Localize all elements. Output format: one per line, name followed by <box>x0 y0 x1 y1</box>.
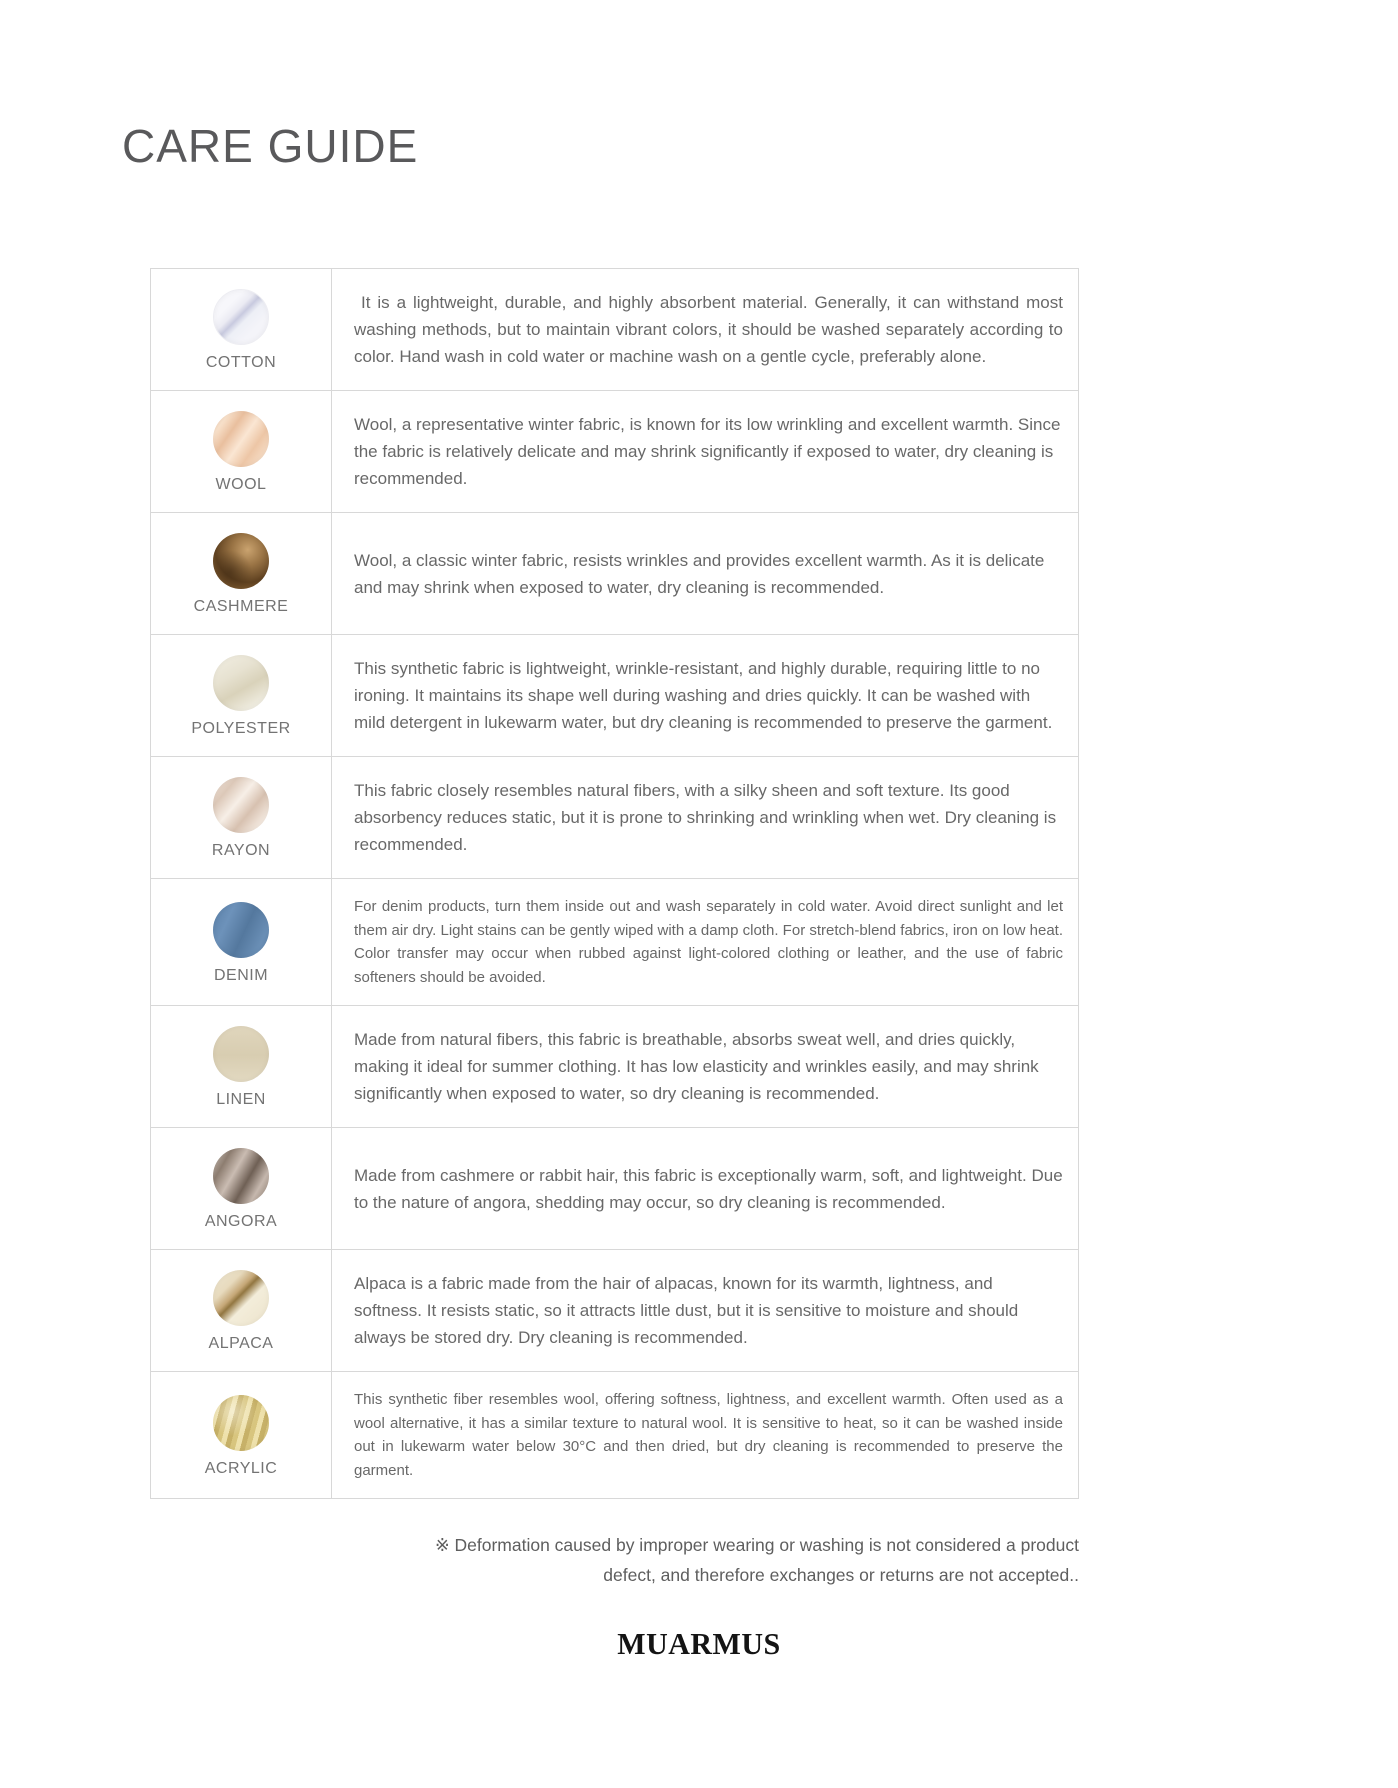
fabric-description: This synthetic fiber resembles wool, offering softness, lightness, and excellent warmth. Often used as a wool alternative, it has a similar texture to natural wool. It is sensitive to heat, so it can be washed inside out in lukewarm water below 30°C and then dried, but dry cleaning is recommended to preserve the garment. <box>354 1391 1063 1479</box>
fabric-name: LINEN <box>216 1091 266 1108</box>
fabric-cell <box>151 1006 332 1127</box>
denim-fabric-swatch <box>213 902 269 958</box>
fabric-cell <box>151 635 332 756</box>
cashmere-fabric-swatch <box>213 533 269 589</box>
care-guide-table <box>150 268 1079 1499</box>
description-cell <box>332 879 1078 1005</box>
description-cell <box>332 513 1078 634</box>
fabric-cell <box>151 1250 332 1371</box>
alpaca-fabric-swatch <box>213 1270 269 1326</box>
description-cell <box>332 269 1078 390</box>
fabric-cell <box>151 1372 332 1498</box>
description-cell <box>332 391 1078 512</box>
table-row <box>151 269 1078 391</box>
table-row <box>151 1372 1078 1498</box>
disclaimer-line-1: ※ Deformation caused by improper wearing or washing is not considered a product <box>434 1535 1079 1555</box>
fabric-name: WOOL <box>215 476 267 493</box>
description-cell <box>332 1006 1078 1127</box>
fabric-description: Wool, a representative winter fabric, is known for its low wrinkling and excellent warmth. Since the fabric is relatively delicate and may shrink significantly if exposed to water, dry cleaning is recommended. <box>354 415 1061 488</box>
linen-fabric-swatch <box>213 1026 269 1082</box>
fabric-description: This synthetic fabric is lightweight, wrinkle-resistant, and highly durable, requiring little to no ironing. It maintains its shape well during washing and dries quickly. It can be washed with mild detergent in lukewarm water, but dry cleaning is recommended to preserve the garment. <box>354 659 1053 732</box>
fabric-cell <box>151 1128 332 1249</box>
fabric-description: This fabric closely resembles natural fibers, with a silky sheen and soft texture. Its good absorbency reduces static, but it is prone to shrinking and wrinkling when wet. Dry cleaning is recommended. <box>354 781 1057 854</box>
brand-logo: MUARMUS <box>617 1627 781 1662</box>
fabric-name: ACRYLIC <box>204 1459 278 1477</box>
table-row <box>151 1128 1078 1250</box>
fabric-name: RAYON <box>211 842 271 859</box>
description-cell <box>332 1128 1078 1249</box>
table-row <box>151 513 1078 635</box>
table-row <box>151 1250 1078 1372</box>
fabric-cell <box>151 879 332 1005</box>
angora-fabric-swatch <box>213 1148 269 1204</box>
fabric-description: It is a lightweight, durable, and highly absorbent material. Generally, it can withstand most washing methods, but to maintain vibrant colors, it should be washed separately according to color. Hand wash in cold water or machine wash on a gentle cycle, preferably alone. <box>354 293 1063 366</box>
fabric-cell <box>151 269 332 390</box>
polyester-fabric-swatch <box>213 655 269 711</box>
description-cell <box>332 757 1078 878</box>
fabric-description: Wool, a classic winter fabric, resists wrinkles and provides excellent warmth. As it is delicate and may shrink when exposed to water, dry cleaning is recommended. <box>354 550 1045 597</box>
description-cell <box>332 1250 1078 1371</box>
fabric-cell <box>151 757 332 878</box>
table-row <box>151 879 1078 1006</box>
fabric-description: Alpaca is a fabric made from the hair of alpacas, known for its warmth, lightness, and softness. It resists static, so it attracts little dust, but it is sensitive to moisture and should always be stored dry. Dry cleaning is recommended. <box>354 1274 1019 1347</box>
disclaimer-note <box>0 1530 1079 1590</box>
disclaimer-line-2: defect, and therefore exchanges or returns are not accepted.. <box>603 1565 1079 1585</box>
fabric-description: Made from natural fibers, this fabric is breathable, absorbs sweat well, and dries quickly, making it ideal for summer clothing. It has low elasticity and wrinkles easily, and may shrink significantly when exposed to water, so dry cleaning is recommended. <box>354 1030 1039 1103</box>
fabric-name: POLYESTER <box>191 720 291 737</box>
acrylic-fabric-swatch <box>213 1395 269 1451</box>
fabric-name: CASHMERE <box>193 598 289 615</box>
fabric-cell <box>151 513 332 634</box>
fabric-description: Made from cashmere or rabbit hair, this fabric is exceptionally warm, soft, and lightweight. Due to the nature of angora, shedding may occur, so dry cleaning is recommended. <box>354 1165 1063 1212</box>
rayon-fabric-swatch <box>213 777 269 833</box>
fabric-name: COTTON <box>205 354 277 371</box>
cotton-fabric-swatch <box>213 289 269 345</box>
table-row <box>151 757 1078 879</box>
fabric-description: For denim products, turn them inside out and wash separately in cold water. Avoid direct sunlight and let them air dry. Light stains can be gently wiped with a damp cloth. For stretch-blend fabrics, iron on low heat. Color transfer may occur when rubbed against light-colored clothing or leather, and the use of fabric softeners should be avoided. <box>354 898 1063 986</box>
description-cell <box>332 1372 1078 1498</box>
table-row <box>151 1006 1078 1128</box>
fabric-cell <box>151 391 332 512</box>
fabric-name: ALPACA <box>208 1335 274 1352</box>
table-row <box>151 391 1078 513</box>
table-row <box>151 635 1078 757</box>
fabric-name: ANGORA <box>204 1213 278 1230</box>
fabric-name: DENIM <box>213 966 269 984</box>
wool-fabric-swatch <box>213 411 269 467</box>
description-cell <box>332 635 1078 756</box>
page-title: CARE GUIDE <box>122 120 419 172</box>
